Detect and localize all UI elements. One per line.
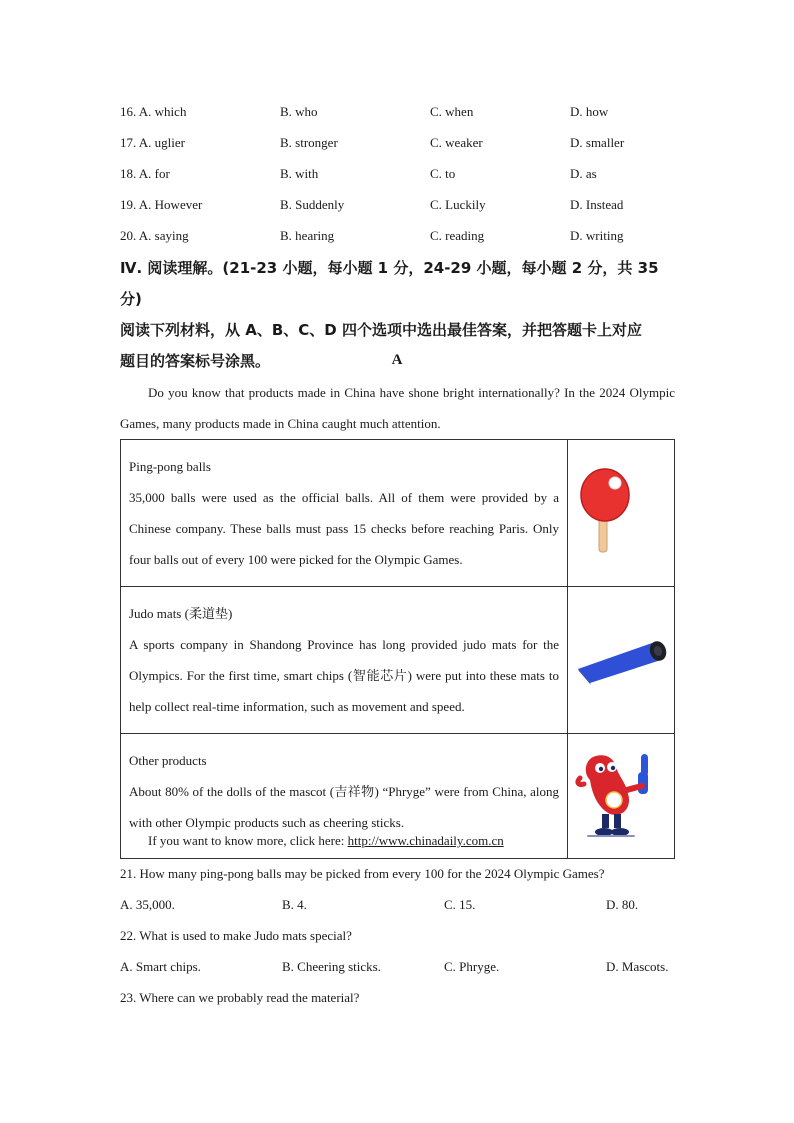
passage-intro: Do you know that products made in China have shone bright internationally? In the 2024 Olympic Games, many products made in China caught much attention. [120, 385, 675, 431]
option-c: C. weaker [430, 135, 483, 150]
ping-pong-paddle-icon [568, 440, 674, 575]
product-row-judo-mats [121, 587, 675, 734]
answer-a: A. Smart chips. [120, 959, 201, 974]
section-heading-line-1: Ⅳ. 阅读理解。(21-23 小题，每小题 1 分，24-29 小题，每小题 2 分，共 35 分) [120, 259, 659, 308]
product-table [120, 439, 675, 859]
product-name: Ping-pong balls [129, 459, 211, 474]
answer-c: C. Phryge. [444, 959, 500, 974]
option-row-18 [120, 166, 680, 186]
option-a: 16. A. which [120, 104, 187, 119]
option-c: C. Luckily [430, 197, 486, 212]
more-info-line [148, 833, 504, 849]
more-info-link[interactable]: http://www.chinadaily.com.cn [347, 833, 504, 848]
option-b: B. stronger [280, 135, 338, 150]
question-22: 22. What is used to make Judo mats special? [120, 928, 352, 943]
product-name: Other products [129, 753, 207, 768]
option-b: B. Suddenly [280, 197, 345, 212]
option-c: C. when [430, 104, 474, 119]
option-row-20 [120, 228, 680, 248]
more-info-text: If you want to know more, click here: [148, 833, 348, 848]
answer-b: B. Cheering sticks. [282, 959, 381, 974]
answer-d: D. Mascots. [606, 959, 669, 974]
answer-row-21 [120, 897, 680, 917]
option-c: C. to [430, 166, 456, 181]
option-row-17 [120, 135, 680, 155]
option-a: 18. A. for [120, 166, 170, 181]
product-description: 35,000 balls were used as the official balls. All of them were provided by a Chinese company. These balls must pass 15 checks before reaching Paris. Only four balls out of every 100 were picked for the Olympic Games. [129, 490, 559, 567]
answer-a: A. 35,000. [120, 897, 175, 912]
option-d: D. writing [570, 228, 624, 243]
product-description: About 80% of the dolls of the mascot (吉祥物) “Phryge” were from China, along with other Olympic products such as cheering sticks. [129, 784, 559, 830]
option-d: D. as [570, 166, 597, 181]
option-a: 19. A. However [120, 197, 203, 212]
product-description: A sports company in Shandong Province has long provided judo mats for the Olympics. For the first time, smart chips (智能芯片) were put into these mats to help collect real-time information, such as movement and speed. [129, 637, 559, 714]
option-d: D. Instead [570, 197, 624, 212]
option-b: B. with [280, 166, 319, 181]
question-23: 23. Where can we probably read the material? [120, 990, 360, 1005]
option-d: D. how [570, 104, 609, 119]
section-heading-line-3: 题目的答案标号涂黑。 [120, 352, 271, 370]
judo-mat-icon [568, 587, 674, 722]
option-d: D. smaller [570, 135, 625, 150]
mascot-icon [568, 734, 674, 847]
product-name: Judo mats (柔道垫) [129, 606, 233, 621]
option-b: B. hearing [280, 228, 335, 243]
answer-b: B. 4. [282, 897, 307, 912]
option-b: B. who [280, 104, 318, 119]
product-row-ping-pong [121, 440, 675, 587]
passage-title: A [391, 352, 403, 368]
option-row-19 [120, 197, 680, 217]
answer-row-22 [120, 959, 680, 979]
answer-d: D. 80. [606, 897, 639, 912]
option-a: 20. A. saying [120, 228, 189, 243]
option-row-16 [120, 104, 680, 124]
question-21: 21. How many ping-pong balls may be picked from every 100 for the 2024 Olympic Games? [120, 866, 605, 881]
option-c: C. reading [430, 228, 485, 243]
answer-c: C. 15. [444, 897, 476, 912]
option-a: 17. A. uglier [120, 135, 185, 150]
section-heading-line-2: 阅读下列材料，从 A、B、C、D 四个选项中选出最佳答案，并把答题卡上对应 [120, 321, 642, 339]
